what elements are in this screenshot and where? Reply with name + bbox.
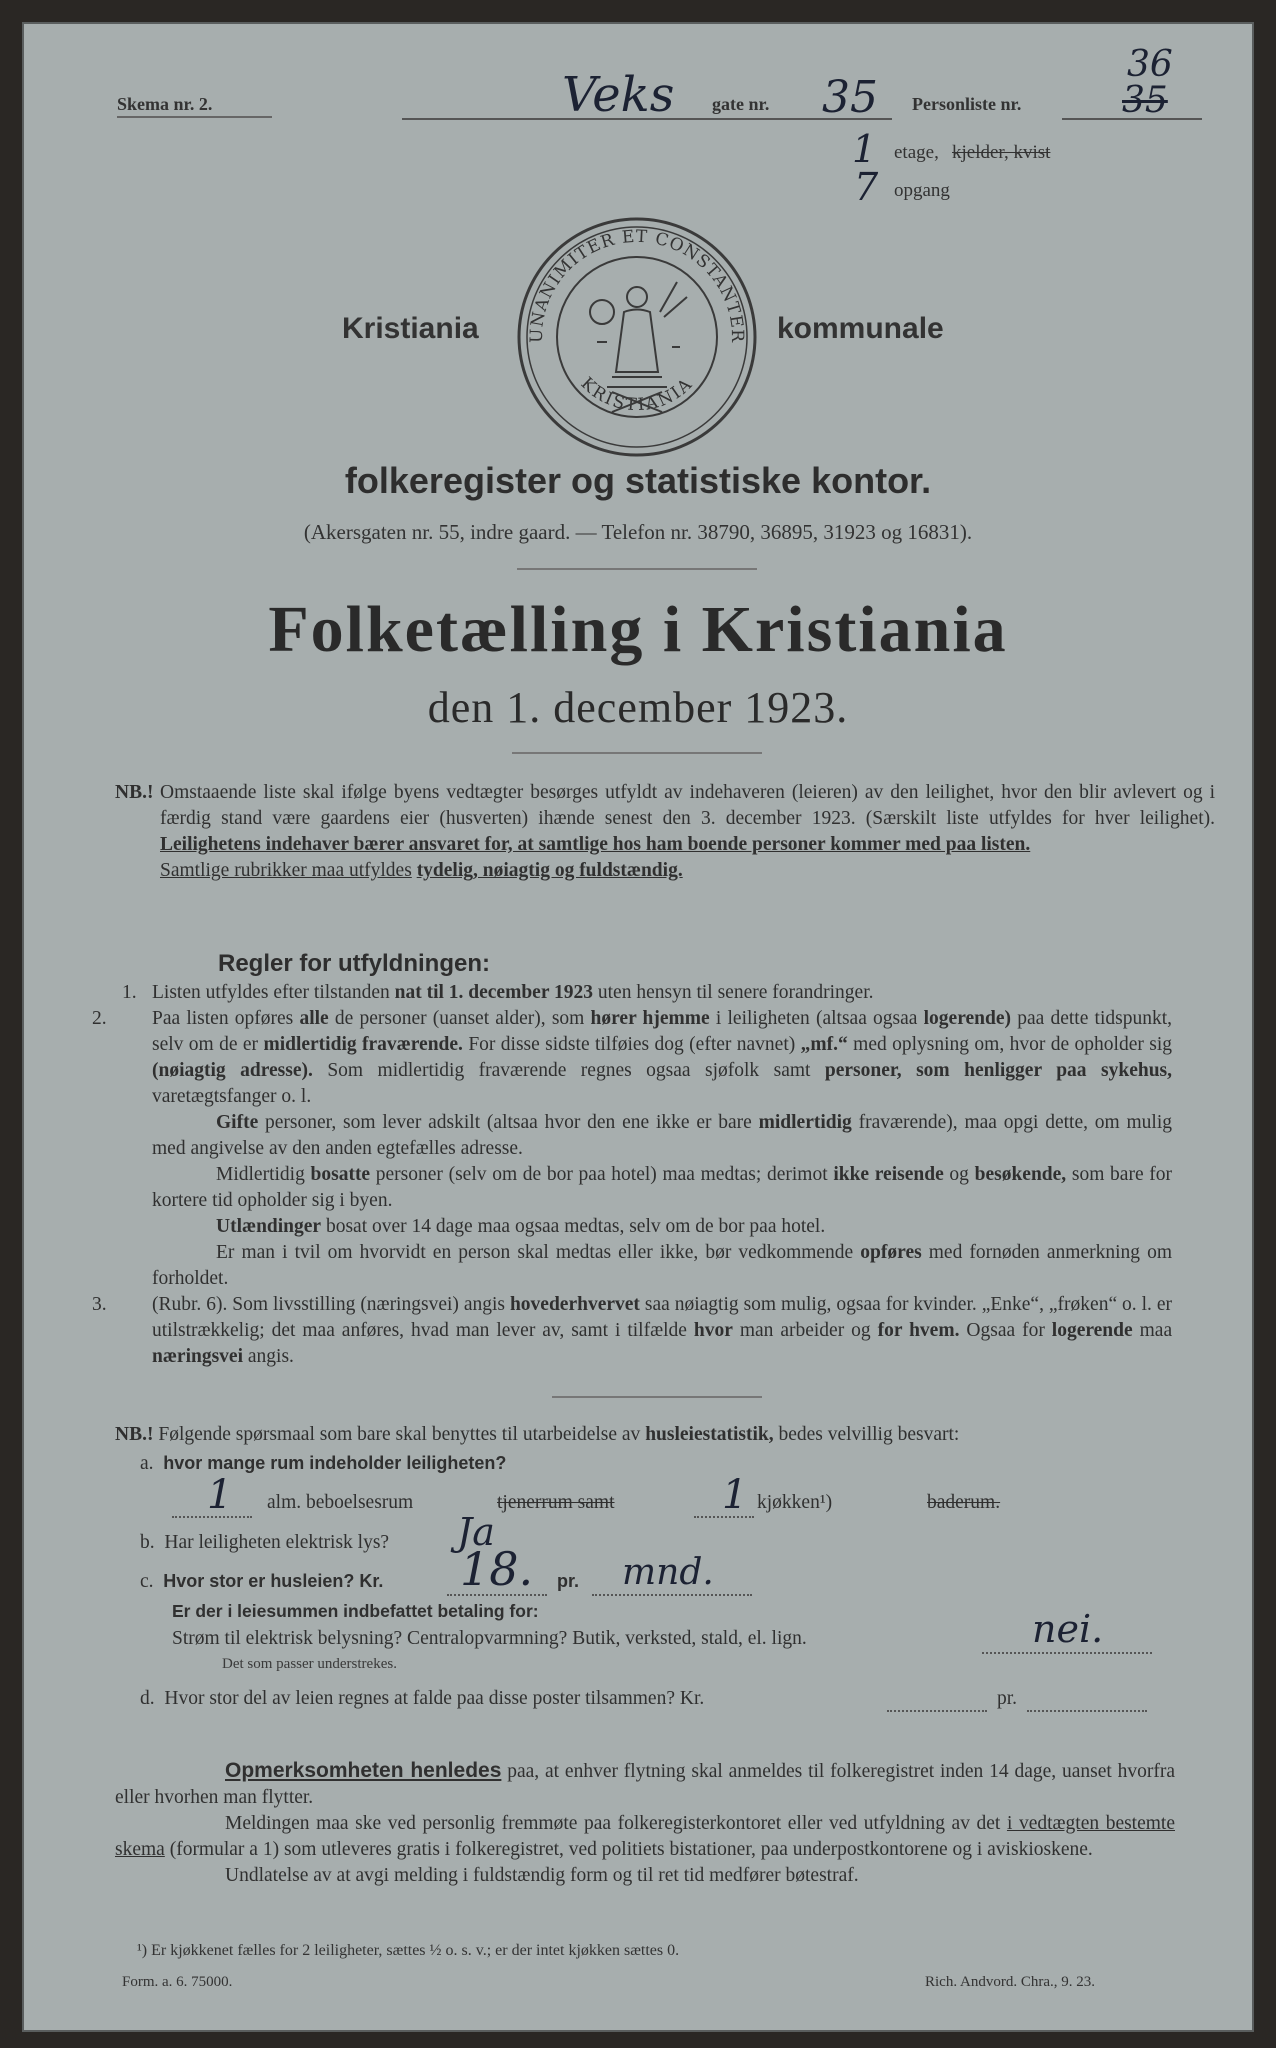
servant-rooms-struck: tjenerrum samt: [497, 1492, 615, 1513]
seal-ring-top-text: UNANIMITER ET CONSTANTER: [526, 226, 748, 344]
rent-period-field[interactable]: [592, 1594, 752, 1596]
rooms-handwritten: 1: [207, 1472, 233, 1518]
etage-handwritten: 1: [852, 127, 877, 171]
rule-2-foreigners: Utlændinger bosat over 14 dage maa ogsaa medtas, selv om de bor paa hotel.: [216, 1216, 826, 1237]
office-title: folkeregister og statistiske kontor.: [344, 460, 932, 501]
personliste-number-old: 35: [1122, 80, 1168, 121]
etage-label: etage,: [894, 142, 939, 163]
rule-2-doubt: Er man i tvil om hvorvidt en person skal medtas eller ikke, bør vedkommende opføres med fornøden anmerkning om forholdet.: [152, 1242, 1172, 1289]
rule-2-temporary: Midlertidig bosatte personer (selv om de bor paa hotel) maa medtas; derimot ikke reisende og besøkende, som bare for kortere tid opholder sig i byen.: [152, 1164, 1173, 1211]
rent-included-note: Det som passer understrekes.: [222, 1656, 397, 1672]
gate-label: gate nr.: [712, 94, 770, 114]
question-b: b. Har leiligheten elektrisk lys?: [140, 1532, 390, 1553]
kitchen-handwritten: 1: [722, 1472, 748, 1518]
notice-heading: Opmerksomheten henledes: [225, 1759, 502, 1782]
rule-3: 3. (Rubr. 6). Som livsstilling (næringsvei) angis hovederhvervet saa nøiagtig som mulig, ogsaa for kvinder. „Enke“, „frøken“ o. l. er utilstrækkelig; det maa anføres, hvad man lever av, samt i tilfælde hvor man arbeider og for hvem. Ogsaa for logerende maa næringsvei angis.: [92, 1294, 1173, 1367]
nb1-label: NB.!: [115, 782, 154, 803]
rules-block: [92, 980, 1173, 1370]
personliste-label: Personliste nr.: [912, 94, 1022, 114]
nb1-block: [115, 780, 1215, 884]
rooms-label: alm. beboelsesrum: [267, 1492, 414, 1513]
divider: [552, 1396, 762, 1398]
electric-light-handwritten: Ja: [457, 1510, 495, 1554]
kitchen-label: kjøkken¹): [757, 1492, 833, 1513]
seal-right-word: kommunale: [777, 312, 944, 345]
office-address: (Akersgaten nr. 55, indre gaard. — Telefon nr. 38790, 36895, 31923 og 16831).: [303, 520, 973, 544]
main-title: Folketælling i Kristiania: [268, 593, 1008, 666]
skema-number: Skema nr. 2.: [117, 94, 213, 114]
rent-share-field[interactable]: [887, 1710, 987, 1712]
opgang-handwritten: 7: [854, 165, 879, 209]
nb2-intro: NB.! Følgende spørsmaal som bare skal benyttes til utarbeidelse av husleiestatistik, bedes velvillig besvart:: [115, 1424, 960, 1445]
rule-2: 2. Paa listen opføres alle de personer (uanset alder), som hører hjemme i leiligheten (altsaa ogsaa logerende) paa dette tidspunkt, selv om de er midlertidig fraværende. For disse sidste tilføies dog (efter navnet) „mf.“ med oplysning om, hvor de opholder sig (nøiagtig adresse). Som midlertidig fraværende regnes ogsaa sjøfolk samt personer, som henligger paa sykehus, varetægtsfanger o. l.: [92, 1008, 1173, 1107]
rent-pr-label: pr.: [557, 1571, 580, 1591]
main-subtitle: den 1. december 1923.: [427, 683, 849, 732]
nb1-responsibility: Leilighetens indehaver bærer ansvaret for, at samtlige hos ham boende personer kommer med paa listen.: [160, 834, 1031, 855]
question-a: a. hvor mange rum indeholder leiligheten?: [140, 1453, 507, 1474]
svg-text:UNANIMITER ET CONSTANTER: [527, 227, 747, 343]
rent-included-heading: Er der i leiesummen indbefattet betaling for:: [172, 1601, 539, 1621]
rent-amount-handwritten: 18.: [460, 1542, 534, 1596]
gate-number-handwritten: 35: [822, 72, 878, 123]
rent-share-period-field[interactable]: [1027, 1710, 1147, 1712]
divider: [517, 568, 757, 570]
opgang-label: opgang: [894, 180, 950, 201]
nb1-text: Omstaaende liste skal ifølge byens vedtægter besørges utfyldt av indehaveren (leieren) av den leilighet, hvor den blir avlevert og i færdig stand være gaardens eier (husverten) ihænde senest den 3. december 1923. (Særskilt liste utfyldes for hver leilighet).: [160, 782, 1215, 829]
seal-left-word: Kristiania: [342, 312, 479, 345]
nb1-requirement-bold: tydelig, nøiagtig og fuldstændig.: [416, 860, 683, 881]
rent-included-field[interactable]: [982, 1652, 1152, 1654]
street-name-handwritten: Veks: [562, 67, 675, 123]
rule-1: 1. Listen utfyldes efter tilstanden nat til 1. december 1923 uten hensyn til senere forandringer.: [122, 982, 874, 1003]
divider: [512, 752, 762, 754]
etage-struck-options: kjelder, kvist: [952, 142, 1051, 163]
rent-period-handwritten: mnd.: [622, 1552, 714, 1593]
question-c: c. Hvor stor er husleien? Kr.: [140, 1571, 384, 1592]
census-form: [22, 22, 1254, 2032]
seal-ring-bottom-text: KRISTIANIA: [576, 373, 698, 416]
personliste-number-new: 36: [1127, 44, 1173, 85]
rent-included-items: Strøm til elektrisk belysning? Centralopvarmning? Butik, verksted, stald, el. lign.: [172, 1628, 807, 1649]
rule-2-married: Gifte personer, som lever adskilt (altsaa hvor den ene ikke er bare midlertidig fraværende), maa opgi dette, om mulig med angivelse av den anden egtefælles adresse.: [152, 1112, 1172, 1159]
printer-credit: Rich. Andvord. Chra., 9. 23.: [925, 1974, 1095, 1990]
kristiania-seal: [512, 212, 762, 462]
skema-underline: [117, 116, 272, 118]
question-d: d. Hvor stor del av leien regnes at falde paa disse poster tilsammen? Kr.: [140, 1688, 705, 1709]
footnote: ¹) Er kjøkkenet fælles for 2 leiligheter, sættes ½ o. s. v.; er der intet kjøkken sættes 0.: [137, 1942, 680, 1959]
bathroom-struck: baderum.: [927, 1492, 1001, 1513]
rent-share-pr-label: pr.: [997, 1688, 1018, 1709]
nb1-requirement: Samtlige rubrikker maa utfyldes: [160, 860, 412, 881]
rent-included-handwritten: nei.: [1032, 1607, 1104, 1651]
svg-text:KRISTIANIA: [577, 374, 698, 416]
rules-heading: Regler for utfyldningen:: [218, 950, 490, 977]
form-number: Form. a. 6. 75000.: [122, 1974, 233, 1990]
notice-block: Opmerksomheten henledes paa, at enhver flytning skal anmeldes til folkeregistret inden 14 dage, uanset hvorfra eller hvorhen man flytter. Meldingen maa ske ved personlig fremmøte paa folkeregisterkontoret eller ved utfyldning av det i vedtægten bestemte skema (formular a 1) som utleveres gratis i folkeregistret, ved politiets bistationer, paa underpostkontorene og i aviskioskene. Undlatelse av at avgi melding i fuldstændig form og til ret tid medfører bøtestraf.: [115, 1759, 1176, 1886]
